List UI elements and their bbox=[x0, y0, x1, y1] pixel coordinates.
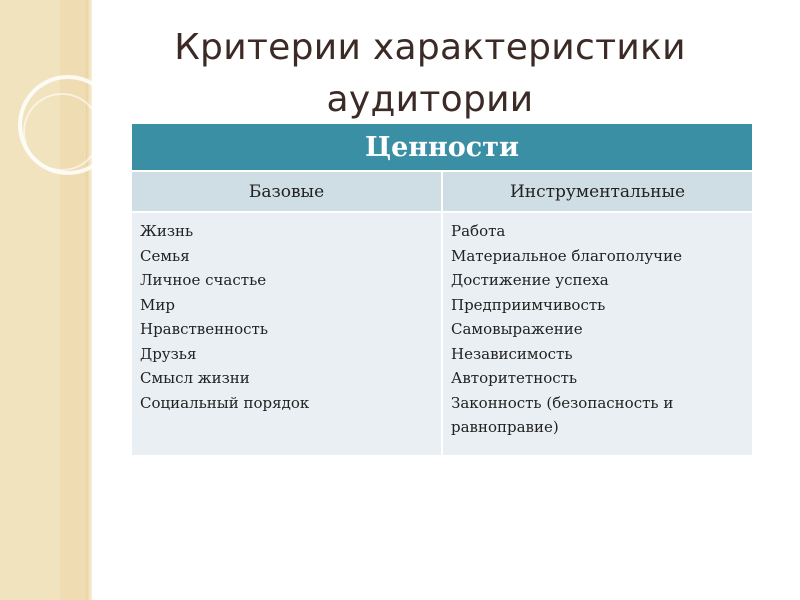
list-item: Семья bbox=[140, 246, 190, 265]
list-item: Законность (безопасность и bbox=[451, 393, 674, 412]
list-item: Жизнь bbox=[140, 222, 194, 240]
list-item: Работа bbox=[451, 222, 506, 240]
table-row bbox=[132, 212, 752, 455]
title-line-2: аудитории bbox=[326, 79, 534, 120]
list-item: равноправие) bbox=[451, 418, 559, 436]
list-item: Мир bbox=[140, 295, 175, 314]
values-table bbox=[132, 124, 752, 455]
list-item: Самовыражение bbox=[451, 320, 583, 338]
column-header-basic: Базовые bbox=[132, 171, 442, 212]
slide-title bbox=[150, 22, 710, 126]
list-item: Авторитетность bbox=[451, 369, 578, 387]
list-item: Предприимчивость bbox=[451, 295, 606, 314]
table-subheader-row bbox=[132, 171, 752, 212]
list-item: Достижение успеха bbox=[451, 271, 609, 289]
title-line-1: Критерии характеристики bbox=[174, 27, 686, 68]
list-item: Независимость bbox=[451, 344, 573, 363]
list-item: Материальное благополучие bbox=[451, 246, 682, 265]
basic-values-cell bbox=[132, 212, 442, 455]
list-item: Друзья bbox=[140, 344, 197, 363]
list-item: Смысл жизни bbox=[140, 369, 250, 387]
table-header-row bbox=[132, 124, 752, 171]
list-item: Нравственность bbox=[140, 320, 268, 338]
table-main-header: Ценности bbox=[132, 124, 752, 171]
column-header-instrumental: Инструментальные bbox=[442, 171, 752, 212]
list-item: Социальный порядок bbox=[140, 393, 310, 412]
list-item: Личное счастье bbox=[140, 271, 267, 289]
circles-decoration-icon bbox=[0, 40, 120, 200]
instrumental-values-cell bbox=[442, 212, 752, 455]
